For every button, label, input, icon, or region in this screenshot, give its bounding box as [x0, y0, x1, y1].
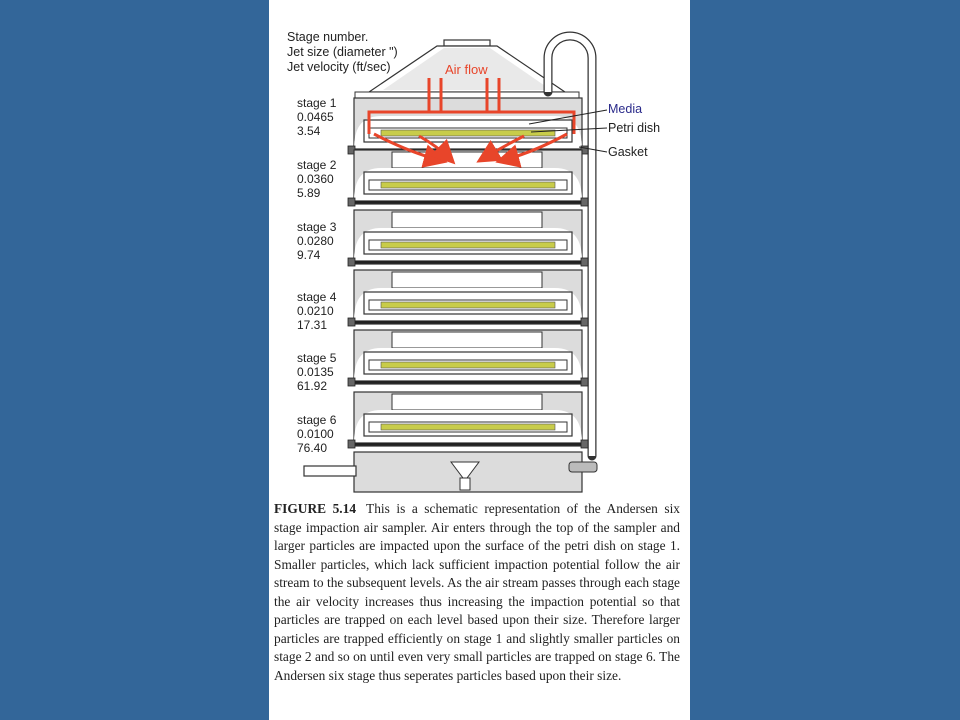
andersen-sampler-diagram [269, 0, 690, 500]
air-flow-label: Air flow [445, 62, 488, 77]
stage-5 [297, 330, 588, 393]
stage-3 [297, 210, 588, 266]
stage-3-jet-label: 0.0280 [297, 234, 334, 248]
stage-2-name-label: stage 2 [297, 158, 337, 172]
stage-1-name-label: stage 1 [297, 96, 337, 110]
petri-dish-label: Petri dish [608, 121, 661, 135]
figure-caption [274, 500, 680, 685]
stage-4 [297, 270, 588, 332]
stage-1-jet-label: 0.0465 [297, 110, 334, 124]
stage-5-velocity-label: 61.92 [297, 379, 328, 393]
stage-2 [297, 150, 588, 206]
media-label: Media [608, 102, 643, 116]
stage-1-velocity-label: 3.54 [297, 124, 321, 138]
sampler-base [304, 452, 597, 492]
caption-text: This is a schematic representation of the Andersen six stage impaction air sampler. Air enters through the top of the sampler and larger particles are impacted upon the surface of the petri dish on stage 1. Smaller particles, which lack sufficient impaction potential follow the air stream to the subsequent levels. As the air stream passes through each stage the air velocity increases thus increasing the impaction potential so that particles are trapped on each level based upon their size. Therefore larger particles are trapped efficiently on stage 1 and slightly smaller particles on stage 2 and so on until even very small particles are trapped on stage 6. The Andersen six stage thus seperates particles based upon their size. [274, 501, 680, 683]
stage-3-name-label: stage 3 [297, 220, 337, 234]
stage-6-name-label: stage 6 [297, 413, 337, 427]
stage-6 [297, 392, 588, 455]
stage-2-velocity-label: 5.89 [297, 186, 321, 200]
stage-6-velocity-label: 76.40 [297, 441, 328, 455]
stage-4-jet-label: 0.0210 [297, 304, 334, 318]
gasket-label: Gasket [608, 145, 648, 159]
stage-3-velocity-label: 9.74 [297, 248, 321, 262]
legend-jet-velocity: Jet velocity (ft/sec) [287, 60, 391, 74]
legend-stage-number: Stage number. [287, 30, 369, 44]
legend-jet-size: Jet size (diameter ") [287, 45, 398, 59]
stage-2-jet-label: 0.0360 [297, 172, 334, 186]
stage-4-velocity-label: 17.31 [297, 318, 328, 332]
stage-5-name-label: stage 5 [297, 351, 337, 365]
figure-page [269, 0, 690, 720]
stage-5-jet-label: 0.0135 [297, 365, 334, 379]
figure-number: FIGURE 5.14 [274, 501, 357, 516]
stage-4-name-label: stage 4 [297, 290, 337, 304]
stage-6-jet-label: 0.0100 [297, 427, 334, 441]
